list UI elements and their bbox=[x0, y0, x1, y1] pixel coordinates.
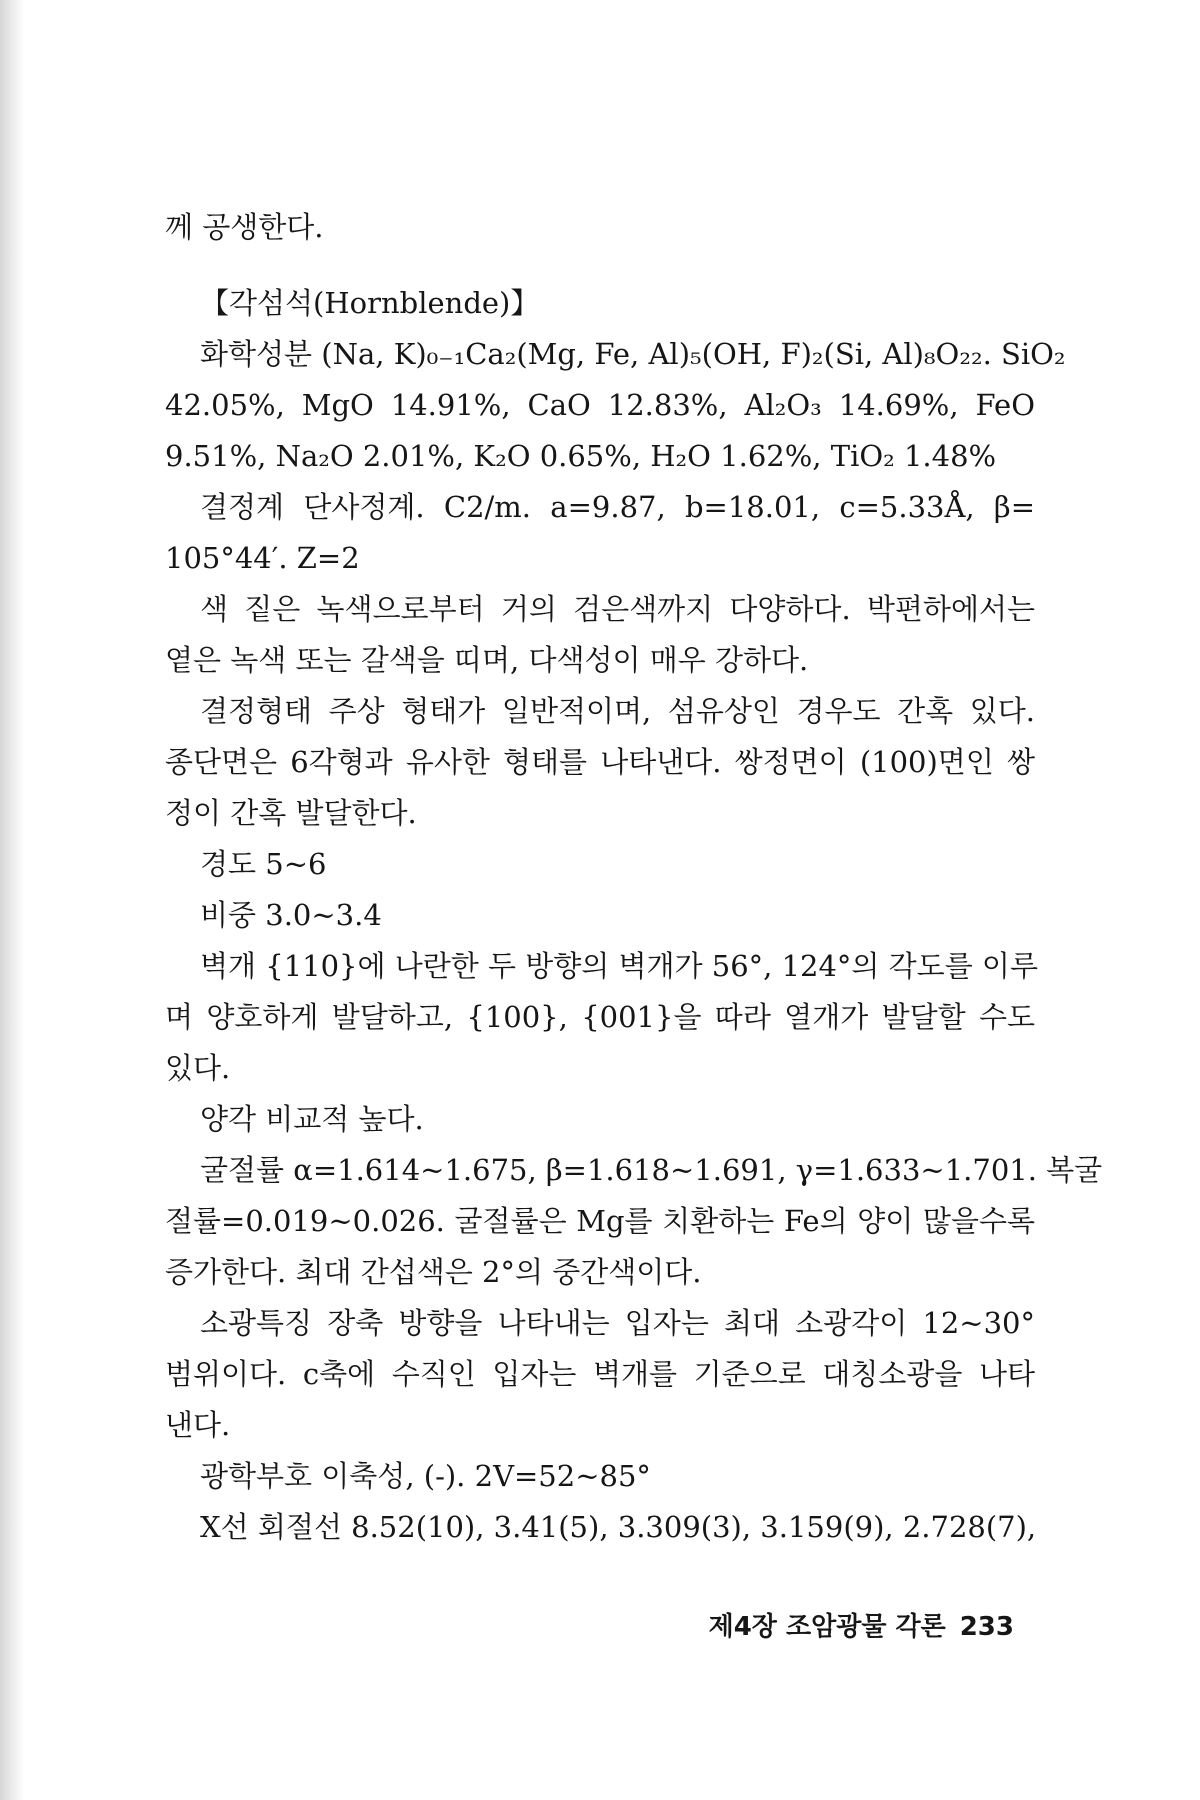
text-line-refractive-index: 굴절률 α=1.614~1.675, β=1.618~1.691, γ=1.633~1.701. 복굴 bbox=[200, 1153, 1103, 1187]
text-line: 절률=0.019~0.026. 굴절률은 Mg를 치환하는 Fe의 양이 많을수록 bbox=[165, 1204, 1035, 1238]
text-line-specific-gravity: 비중 3.0~3.4 bbox=[200, 898, 382, 932]
text-line: 종단면은 6각형과 유사한 형태를 나타낸다. 쌍정면이 (100)면인 쌍 bbox=[165, 745, 1035, 779]
text-line-crystal-system: 결정계 단사정계. C2/m. a=9.87, b=18.01, c=5.33Å, β= bbox=[200, 490, 1035, 524]
text-line-hardness: 경도 5~6 bbox=[200, 847, 327, 881]
text-line-color: 색 짙은 녹색으로부터 거의 검은색까지 다양하다. 박편하에서는 bbox=[200, 592, 1035, 626]
section-heading-hornblende: 【각섬석(Hornblende)】 bbox=[200, 286, 540, 320]
text-line: 낸다. bbox=[165, 1408, 231, 1442]
text-line: 며 양호하게 발달하고, {100}, {001}을 따라 열개가 발달할 수도 bbox=[165, 1000, 1035, 1034]
text-line: 9.51%, Na₂O 2.01%, K₂O 0.65%, H₂O 1.62%, TiO₂ 1.48% bbox=[165, 439, 997, 473]
text-line: 증가한다. 최대 간섭색은 2°의 중간색이다. bbox=[165, 1255, 702, 1289]
text-line-chemical-composition: 화학성분 (Na, K)₀₋₁Ca₂(Mg, Fe, Al)₅(OH, F)₂(Si, Al)₈O₂₂. SiO₂ bbox=[200, 337, 1066, 371]
text-line-cleavage: 벽개 {110}에 나란한 두 방향의 벽개가 56°, 124°의 각도를 이루 bbox=[200, 949, 1038, 983]
footer-chapter-title: 제4장 조암광물 각론 bbox=[708, 1612, 946, 1642]
text-line-crystal-habit: 결정형태 주상 형태가 일반적이며, 섬유상인 경우도 간혹 있다. bbox=[200, 694, 1035, 728]
running-footer bbox=[695, 1606, 1014, 1643]
text-line: 있다. bbox=[165, 1051, 231, 1085]
text-line-continuation: 께 공생한다. bbox=[165, 210, 324, 244]
text-line: 정이 간혹 발달한다. bbox=[165, 796, 417, 830]
text-line-extinction: 소광특징 장축 방향을 나타내는 입자는 최대 소광각이 12~30° bbox=[200, 1306, 1035, 1340]
text-line-relief: 양각 비교적 높다. bbox=[200, 1102, 424, 1136]
text-line: 42.05%, MgO 14.91%, CaO 12.83%, Al₂O₃ 14.69%, FeO bbox=[165, 388, 1035, 422]
text-line: 옅은 녹색 또는 갈색을 띠며, 다색성이 매우 강하다. bbox=[165, 643, 809, 677]
text-line: 범위이다. c축에 수직인 입자는 벽개를 기준으로 대칭소광을 나타 bbox=[165, 1357, 1035, 1391]
text-line: 105°44′. Z=2 bbox=[165, 541, 360, 575]
text-line-optic-sign: 광학부호 이축성, (-). 2V=52~85° bbox=[200, 1459, 651, 1493]
text-line-xray-diffraction: X선 회절선 8.52(10), 3.41(5), 3.309(3), 3.159(9), 2.728(7), bbox=[200, 1510, 1037, 1544]
page-number: 233 bbox=[959, 1612, 1014, 1642]
page-edge-shadow bbox=[0, 0, 24, 1800]
